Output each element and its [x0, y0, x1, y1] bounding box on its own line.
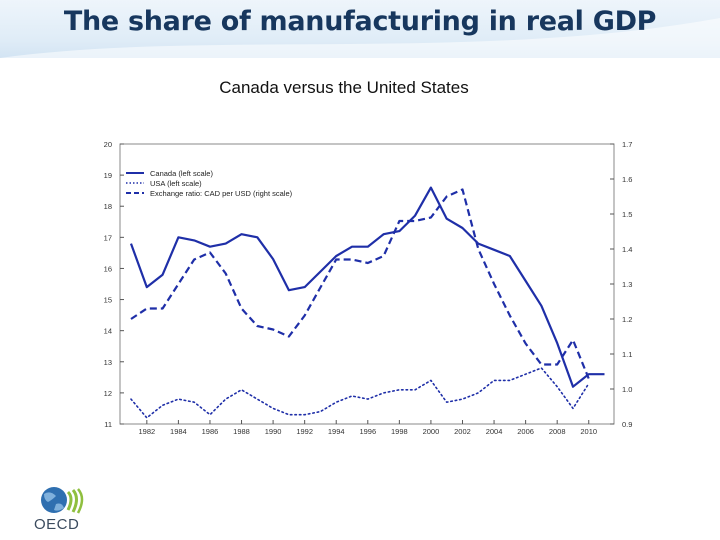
x-tick-label: 2000 — [422, 427, 440, 436]
left-tick-label: 16 — [103, 264, 112, 274]
left-tick-label: 15 — [103, 295, 112, 305]
legend-label: Canada (left scale) — [150, 169, 213, 178]
x-tick-label: 2006 — [517, 427, 534, 436]
series-line-solid — [131, 188, 605, 387]
x-tick-label: 1988 — [233, 427, 250, 436]
right-tick-label: 1.6 — [622, 175, 633, 184]
x-tick-label: 2004 — [485, 427, 503, 436]
x-tick-label: 2010 — [580, 427, 598, 436]
x-tick-label: 1986 — [201, 427, 219, 436]
left-tick-label: 19 — [103, 171, 112, 181]
legend-label: USA (left scale) — [150, 179, 202, 188]
left-tick-label: 13 — [103, 357, 112, 367]
series-line-dashed — [131, 190, 589, 379]
left-tick-label: 11 — [104, 420, 112, 429]
right-tick-label: 0.9 — [622, 420, 633, 429]
left-tick-label: 12 — [103, 388, 112, 398]
oecd-logo-text: OECD — [34, 516, 80, 533]
left-tick-label: 18 — [103, 202, 112, 212]
x-tick-label: 1996 — [359, 427, 377, 436]
right-tick-label: 1.4 — [622, 245, 633, 254]
right-tick-label: 1.2 — [622, 315, 633, 324]
legend-label: Exchange ratio: CAD per USD (right scale) — [150, 189, 293, 198]
line-chart — [90, 132, 650, 442]
x-tick-label: 1992 — [296, 427, 314, 436]
x-tick-label: 1994 — [327, 427, 345, 436]
left-tick-label: 14 — [103, 326, 112, 336]
right-tick-label: 1.5 — [622, 210, 633, 219]
x-tick-label: 2008 — [548, 427, 566, 436]
x-tick-label: 1990 — [264, 427, 282, 436]
x-tick-label: 1998 — [391, 427, 408, 436]
right-tick-label: 1.1 — [622, 350, 633, 359]
chart-subtitle: Canada versus the United States — [219, 78, 469, 97]
x-tick-label: 1982 — [138, 427, 156, 436]
right-tick-label: 1.3 — [622, 280, 633, 289]
right-tick-label: 1.7 — [622, 140, 633, 149]
x-tick-label: 1984 — [170, 427, 187, 436]
left-tick-label: 17 — [103, 233, 112, 243]
x-tick-label: 2002 — [454, 427, 471, 436]
right-tick-label: 1.0 — [622, 385, 633, 394]
series-line-dotted — [131, 368, 589, 418]
left-tick-label: 20 — [103, 140, 112, 149]
slide-title: The share of manufacturing in real GDP — [63, 6, 657, 37]
